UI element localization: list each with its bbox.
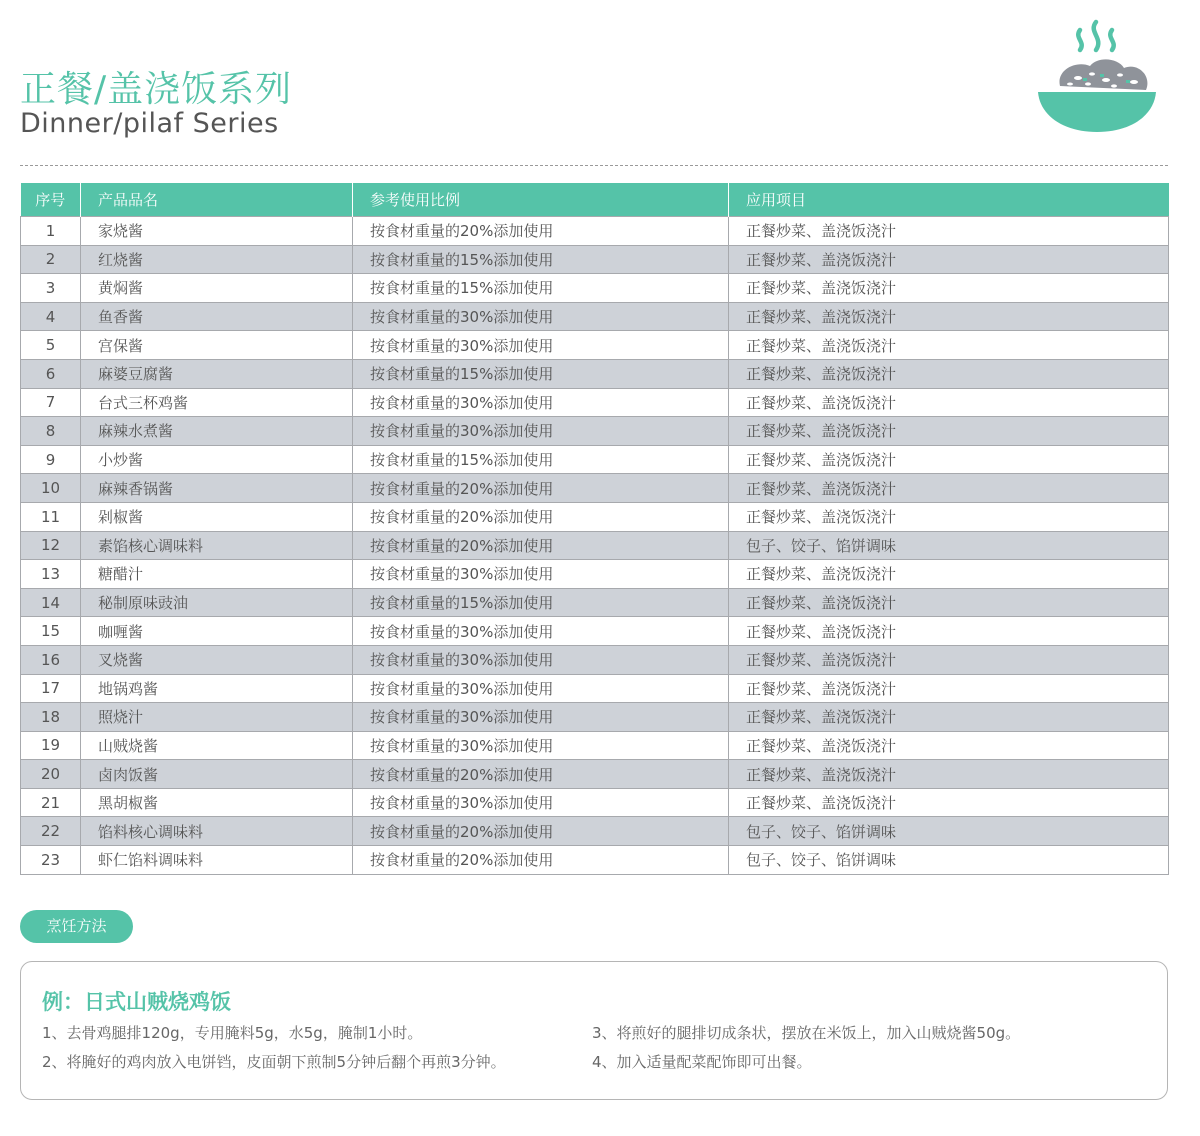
cell-index: 9 (21, 445, 81, 474)
cell-usage-ratio: 按食材重量的15%添加使用 (353, 588, 729, 617)
cell-application: 正餐炒菜、盖浇饭浇汁 (729, 560, 1169, 589)
table-row (21, 617, 1169, 646)
cell-index: 11 (21, 502, 81, 531)
cell-usage-ratio: 按食材重量的30%添加使用 (353, 674, 729, 703)
cell-index: 7 (21, 388, 81, 417)
cell-index: 12 (21, 531, 81, 560)
cell-index: 23 (21, 846, 81, 875)
table-row (21, 502, 1169, 531)
cell-usage-ratio: 按食材重量的20%添加使用 (353, 531, 729, 560)
table-row (21, 274, 1169, 303)
cell-application: 正餐炒菜、盖浇饭浇汁 (729, 760, 1169, 789)
cell-product-name: 红烧酱 (81, 245, 353, 274)
cell-usage-ratio: 按食材重量的30%添加使用 (353, 645, 729, 674)
header-index: 序号 (21, 183, 81, 217)
cell-usage-ratio: 按食材重量的15%添加使用 (353, 359, 729, 388)
page-subtitle: Dinner/pilaf Series (20, 108, 279, 139)
step-2: 2、将腌好的鸡肉放入电饼铛，皮面朝下煎制5分钟后翻个再煎3分钟。 (42, 1053, 506, 1071)
table-row (21, 359, 1169, 388)
table-row (21, 560, 1169, 589)
cell-application: 正餐炒菜、盖浇饭浇汁 (729, 445, 1169, 474)
cell-index: 16 (21, 645, 81, 674)
cell-product-name: 秘制原味豉油 (81, 588, 353, 617)
cell-product-name: 宫保酱 (81, 331, 353, 360)
cell-index: 15 (21, 617, 81, 646)
cell-application: 包子、饺子、馅饼调味 (729, 817, 1169, 846)
cell-application: 正餐炒菜、盖浇饭浇汁 (729, 588, 1169, 617)
page-title: 正餐/盖浇饭系列 (20, 69, 293, 110)
steaming-rice-bowl-icon (1030, 18, 1164, 136)
cell-product-name: 剁椒酱 (81, 502, 353, 531)
cell-application: 正餐炒菜、盖浇饭浇汁 (729, 331, 1169, 360)
cell-application: 正餐炒菜、盖浇饭浇汁 (729, 788, 1169, 817)
table-row (21, 445, 1169, 474)
cell-index: 1 (21, 217, 81, 246)
cell-product-name: 家烧酱 (81, 217, 353, 246)
cell-application: 正餐炒菜、盖浇饭浇汁 (729, 645, 1169, 674)
cell-application: 正餐炒菜、盖浇饭浇汁 (729, 417, 1169, 446)
cell-index: 2 (21, 245, 81, 274)
cell-application: 正餐炒菜、盖浇饭浇汁 (729, 274, 1169, 303)
table-row (21, 703, 1169, 732)
cell-index: 13 (21, 560, 81, 589)
cell-application: 正餐炒菜、盖浇饭浇汁 (729, 245, 1169, 274)
cell-product-name: 地锅鸡酱 (81, 674, 353, 703)
cell-index: 10 (21, 474, 81, 503)
cooking-method-label: 烹饪方法 (20, 910, 133, 943)
cell-index: 22 (21, 817, 81, 846)
cell-product-name: 麻辣水煮酱 (81, 417, 353, 446)
table-row (21, 331, 1169, 360)
cell-index: 14 (21, 588, 81, 617)
cell-index: 18 (21, 703, 81, 732)
table-row (21, 817, 1169, 846)
cell-product-name: 山贼烧酱 (81, 731, 353, 760)
cell-usage-ratio: 按食材重量的30%添加使用 (353, 331, 729, 360)
table-row (21, 417, 1169, 446)
step-1: 1、去骨鸡腿排120g，专用腌料5g，水5g，腌制1小时。 (42, 1024, 423, 1042)
cell-usage-ratio: 按食材重量的15%添加使用 (353, 274, 729, 303)
table-row (21, 846, 1169, 875)
cell-usage-ratio: 按食材重量的30%添加使用 (353, 388, 729, 417)
cell-application: 正餐炒菜、盖浇饭浇汁 (729, 617, 1169, 646)
cell-application: 正餐炒菜、盖浇饭浇汁 (729, 388, 1169, 417)
step-3: 3、将煎好的腿排切成条状，摆放在米饭上，加入山贼烧酱50g。 (592, 1024, 1021, 1042)
cell-index: 3 (21, 274, 81, 303)
table-row (21, 388, 1169, 417)
cell-usage-ratio: 按食材重量的30%添加使用 (353, 302, 729, 331)
cell-application: 包子、饺子、馅饼调味 (729, 531, 1169, 560)
table-row (21, 645, 1169, 674)
cell-usage-ratio: 按食材重量的20%添加使用 (353, 217, 729, 246)
cell-product-name: 糖醋汁 (81, 560, 353, 589)
cell-product-name: 卤肉饭酱 (81, 760, 353, 789)
cell-index: 20 (21, 760, 81, 789)
table-row (21, 788, 1169, 817)
cell-usage-ratio: 按食材重量的30%添加使用 (353, 788, 729, 817)
step-4: 4、加入适量配菜配饰即可出餐。 (592, 1053, 812, 1071)
cell-application: 正餐炒菜、盖浇饭浇汁 (729, 703, 1169, 732)
table-row (21, 588, 1169, 617)
header-product-name: 产品品名 (81, 183, 353, 217)
product-table (20, 183, 1169, 875)
table-row (21, 674, 1169, 703)
cell-usage-ratio: 按食材重量的15%添加使用 (353, 245, 729, 274)
cell-index: 5 (21, 331, 81, 360)
cell-usage-ratio: 按食材重量的30%添加使用 (353, 560, 729, 589)
table-row (21, 760, 1169, 789)
table-row (21, 217, 1169, 246)
cell-usage-ratio: 按食材重量的30%添加使用 (353, 731, 729, 760)
cell-product-name: 虾仁馅料调味料 (81, 846, 353, 875)
cell-application: 正餐炒菜、盖浇饭浇汁 (729, 674, 1169, 703)
cell-application: 正餐炒菜、盖浇饭浇汁 (729, 474, 1169, 503)
cell-product-name: 咖喱酱 (81, 617, 353, 646)
cell-index: 19 (21, 731, 81, 760)
table-row (21, 731, 1169, 760)
header-usage-ratio: 参考使用比例 (353, 183, 729, 217)
cell-usage-ratio: 按食材重量的20%添加使用 (353, 760, 729, 789)
cell-product-name: 鱼香酱 (81, 302, 353, 331)
cell-product-name: 照烧汁 (81, 703, 353, 732)
cell-usage-ratio: 按食材重量的20%添加使用 (353, 474, 729, 503)
cell-product-name: 小炒酱 (81, 445, 353, 474)
cell-application: 正餐炒菜、盖浇饭浇汁 (729, 217, 1169, 246)
cell-index: 21 (21, 788, 81, 817)
cell-usage-ratio: 按食材重量的30%添加使用 (353, 417, 729, 446)
table-header-row (21, 183, 1169, 217)
cell-application: 正餐炒菜、盖浇饭浇汁 (729, 302, 1169, 331)
cell-index: 8 (21, 417, 81, 446)
cell-usage-ratio: 按食材重量的30%添加使用 (353, 617, 729, 646)
cell-application: 正餐炒菜、盖浇饭浇汁 (729, 502, 1169, 531)
cell-product-name: 素馅核心调味料 (81, 531, 353, 560)
cell-application: 正餐炒菜、盖浇饭浇汁 (729, 731, 1169, 760)
cell-usage-ratio: 按食材重量的20%添加使用 (353, 502, 729, 531)
cell-product-name: 黄焖酱 (81, 274, 353, 303)
table-row (21, 474, 1169, 503)
table-row (21, 245, 1169, 274)
cell-product-name: 馅料核心调味料 (81, 817, 353, 846)
cell-product-name: 叉烧酱 (81, 645, 353, 674)
cell-product-name: 麻辣香锅酱 (81, 474, 353, 503)
cell-product-name: 台式三杯鸡酱 (81, 388, 353, 417)
cell-index: 6 (21, 359, 81, 388)
example-title: 例：日式山贼烧鸡饭 (42, 990, 231, 1014)
cell-usage-ratio: 按食材重量的20%添加使用 (353, 846, 729, 875)
header-divider (20, 165, 1168, 166)
cell-application: 正餐炒菜、盖浇饭浇汁 (729, 359, 1169, 388)
cell-product-name: 黑胡椒酱 (81, 788, 353, 817)
cell-application: 包子、饺子、馅饼调味 (729, 846, 1169, 875)
cell-index: 17 (21, 674, 81, 703)
table-row (21, 531, 1169, 560)
table-row (21, 302, 1169, 331)
cell-usage-ratio: 按食材重量的15%添加使用 (353, 445, 729, 474)
cell-usage-ratio: 按食材重量的30%添加使用 (353, 703, 729, 732)
cell-usage-ratio: 按食材重量的20%添加使用 (353, 817, 729, 846)
header-application: 应用项目 (729, 183, 1169, 217)
cell-index: 4 (21, 302, 81, 331)
cell-product-name: 麻婆豆腐酱 (81, 359, 353, 388)
